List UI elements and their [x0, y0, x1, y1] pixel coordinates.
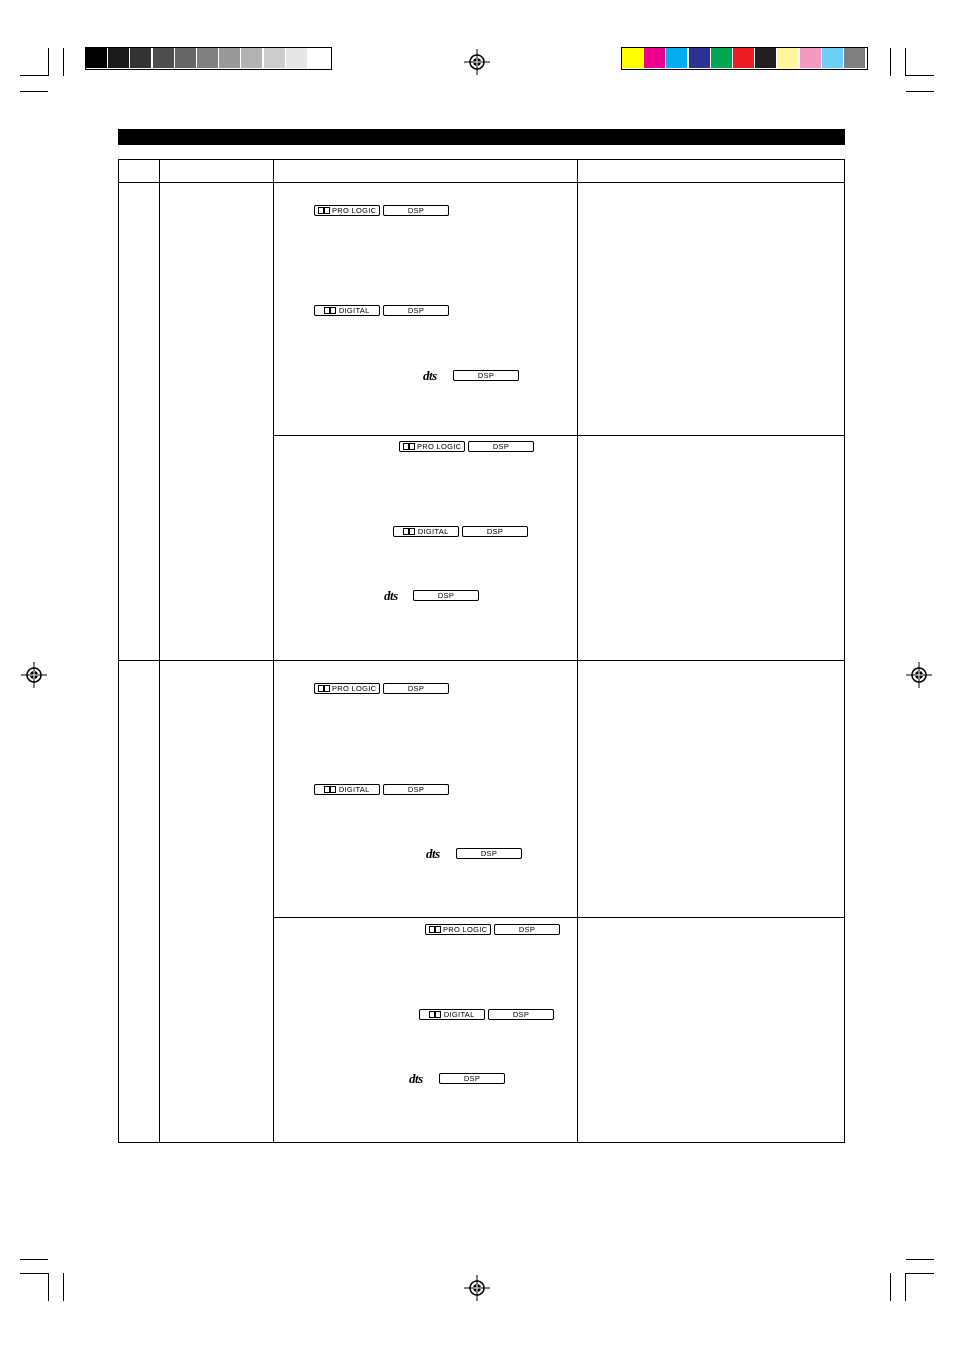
- dsp-badge: DSP: [383, 683, 449, 694]
- color-bar-frame: [621, 47, 868, 70]
- table-border-top: [118, 159, 845, 160]
- crop-mark: [890, 1273, 891, 1301]
- pro-logic-badge: PRO LOGIC: [314, 683, 380, 694]
- dsp-badge: DSP: [439, 1073, 505, 1084]
- crop-mark: [906, 75, 934, 76]
- dsp-badge: DSP: [494, 924, 560, 935]
- header-band: [118, 129, 845, 145]
- dts-logo: dts: [409, 1071, 423, 1086]
- crop-mark: [63, 48, 64, 76]
- dts-logo: dts: [423, 368, 437, 383]
- row-divider: [118, 660, 845, 661]
- table-header-divider: [118, 182, 845, 183]
- dsp-badge: DSP: [468, 441, 534, 452]
- digital-badge: DIGITAL: [419, 1009, 485, 1020]
- table-border-right: [844, 159, 845, 1143]
- dsp-badge: DSP: [488, 1009, 554, 1020]
- crop-mark: [905, 1273, 906, 1301]
- registration-mark-icon: [464, 1275, 490, 1301]
- crop-mark: [906, 1259, 934, 1260]
- crop-mark: [905, 48, 906, 76]
- dsp-badge: DSP: [413, 590, 479, 601]
- dsp-badge: DSP: [462, 526, 528, 537]
- gray-scale-frame: [85, 47, 332, 70]
- digital-badge: DIGITAL: [393, 526, 459, 537]
- row-divider: [273, 917, 845, 918]
- crop-mark: [20, 75, 48, 76]
- dsp-badge: DSP: [383, 305, 449, 316]
- digital-badge: DIGITAL: [314, 784, 380, 795]
- registration-mark-icon: [464, 49, 490, 75]
- dts-logo: dts: [426, 846, 440, 861]
- pro-logic-badge: PRO LOGIC: [314, 205, 380, 216]
- crop-mark: [63, 1273, 64, 1301]
- dts-logo: dts: [384, 588, 398, 603]
- pro-logic-badge: PRO LOGIC: [425, 924, 491, 935]
- column-divider: [577, 159, 578, 1143]
- registration-mark-icon: [906, 662, 932, 688]
- crop-mark: [20, 91, 48, 92]
- crop-mark: [48, 48, 49, 76]
- dsp-badge: DSP: [383, 205, 449, 216]
- crop-mark: [20, 1273, 48, 1274]
- column-divider: [159, 159, 160, 1143]
- registration-mark-icon: [21, 662, 47, 688]
- dsp-badge: DSP: [383, 784, 449, 795]
- dsp-badge: DSP: [456, 848, 522, 859]
- crop-mark: [48, 1273, 49, 1301]
- dsp-badge: DSP: [453, 370, 519, 381]
- crop-mark: [906, 1273, 934, 1274]
- crop-mark: [906, 91, 934, 92]
- digital-badge: DIGITAL: [314, 305, 380, 316]
- pro-logic-badge: PRO LOGIC: [399, 441, 465, 452]
- table-border-left: [118, 159, 119, 1143]
- crop-mark: [20, 1259, 48, 1260]
- crop-mark: [890, 48, 891, 76]
- table-border-bottom: [118, 1142, 845, 1143]
- column-divider: [273, 159, 274, 1143]
- row-divider: [273, 435, 845, 436]
